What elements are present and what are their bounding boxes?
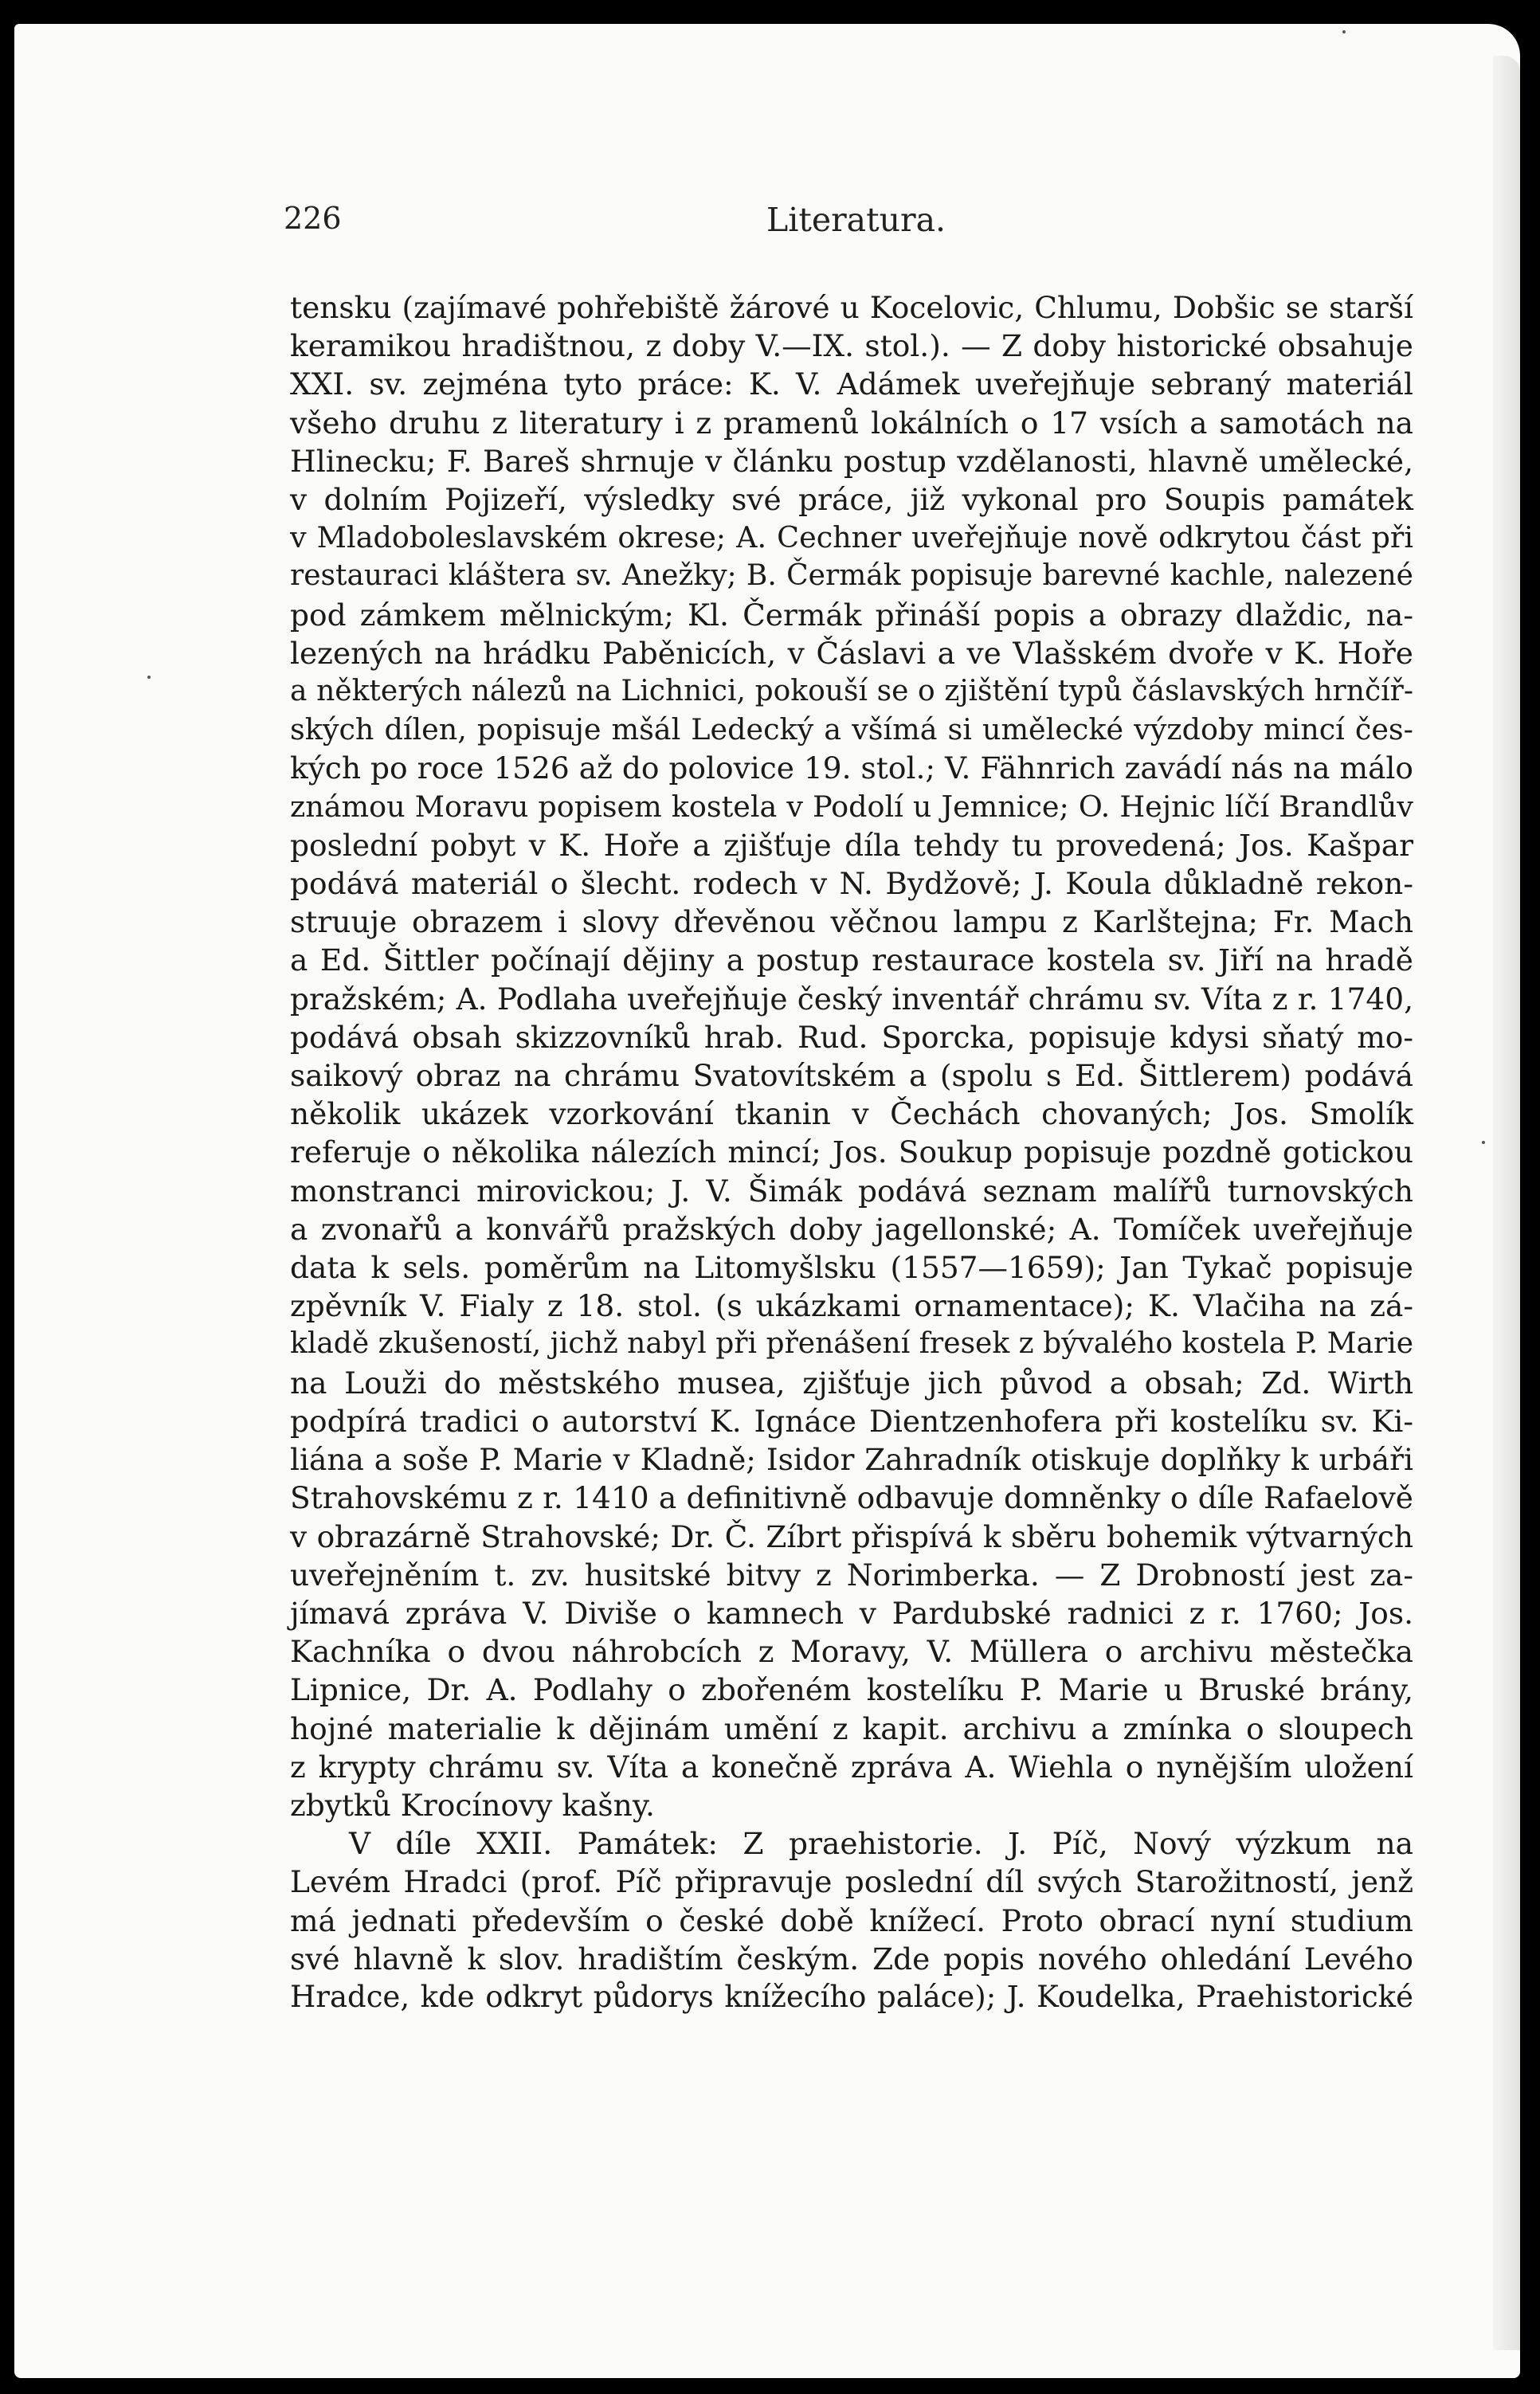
text-line: poslední pobyt v K. Hoře a zjišťuje díla tehdy tu provedená; Jos. Kašpar: [290, 827, 1413, 863]
text-line: v dolním Pojizeří, výsledky své práce, již vykonal pro Soupis památek: [290, 482, 1413, 518]
text-line: Kachníka o dvou náhrobcích z Moravy, V. Müllera o archivu městečka: [290, 1634, 1413, 1670]
body-text: [290, 288, 1413, 2016]
text-line: kladě zkušeností, jichž nabyl při přenášení fresek z bývalého kostela P. Marie: [290, 1327, 1413, 1361]
text-line: monstranci mirovickou; J. V. Šimák podává seznam malířů turnovských: [290, 1173, 1413, 1209]
page-header: [284, 201, 1431, 249]
text-line: pod zámkem mělnickým; Kl. Čermák přináší popis a obrazy dlaždic, na-: [290, 597, 1413, 633]
text-line: podpírá tradici o autorství K. Ignáce Dientzenhofera při kostelíku sv. Ki-: [290, 1403, 1413, 1439]
text-line: liána a soše P. Marie v Kladně; Isidor Zahradník otiskuje doplňky k urbáři: [290, 1442, 1413, 1478]
text-line: saikový obraz na chrámu Svatovítském a (spolu s Ed. Šittlerem) podává: [290, 1058, 1413, 1094]
text-line: zbytků Krocínovy kašny.: [290, 1787, 655, 1823]
text-line: uveřejněním t. zv. husitské bitvy z Norimberka. — Z Drobností jest za-: [290, 1557, 1413, 1593]
text-line: a některých nálezů na Lichnici, pokouší se o zjištění typů čáslavských hrnčíř-: [290, 675, 1413, 708]
text-line: a zvonařů a konvářů pražských doby jagellonské; A. Tomíček uveřejňuje: [290, 1211, 1413, 1247]
text-line: tensku (zajímavé pohřebiště žárové u Kocelovic, Chlumu, Dobšic se starší: [290, 290, 1413, 325]
text-line: pražském; A. Podlaha uveřejňuje český inventář chrámu sv. Víta z r. 1740,: [290, 981, 1413, 1017]
text-line: má jednati především o české době knížecí. Proto obrací nyní studium: [290, 1902, 1413, 1938]
text-line: ských dílen, popisuje mšál Ledecký a všímá si umělecké výzdoby mincí čes-: [290, 712, 1413, 747]
text-line: všeho druhu z literatury i z pramenů lokálních o 17 vsích a samotách na: [290, 405, 1413, 441]
text-line: restauraci kláštera sv. Anežky; B. Čermák popisuje barevné kachle, nalezené: [290, 559, 1413, 593]
text-line: struuje obrazem i slovy dřevěnou věčnou lampu z Karlštejna; Fr. Mach: [290, 904, 1413, 940]
text-line: Lipnice, Dr. A. Podlahy o zbořeném kostelíku P. Marie u Bruské brány,: [290, 1672, 1413, 1708]
text-line: jímavá zpráva V. Diviše o kamnech v Pardubské radnici z r. 1760; Jos.: [290, 1595, 1413, 1631]
page-edge: [1493, 56, 1520, 2350]
scan-speck: [147, 676, 151, 679]
text-line: Hradce, kde odkryt půdorys knížecího paláce); J. Koudelka, Praehistorické: [290, 1979, 1413, 2014]
text-line: hojné materialie k dějinám umění z kapit. archivu a zmínka o sloupech: [290, 1710, 1413, 1746]
text-line: lezených na hrádku Paběnicích, v Čáslavi a ve Vlašském dvoře v K. Hoře: [290, 635, 1413, 671]
text-line: kých po roce 1526 až do polovice 19. stol.; V. Fähnrich zavádí nás na málo: [290, 750, 1413, 786]
page-number: 226: [284, 201, 342, 236]
text-line: referuje o několika nálezích mincí; Jos. Soukup popisuje pozdně gotickou: [290, 1134, 1413, 1170]
scan-speck: [1342, 30, 1346, 33]
text-line: podává materiál o šlecht. rodech v N. Bydžově; J. Koula důkladně rekon-: [290, 866, 1413, 902]
text-line: na Louži do městského musea, zjišťuje jich původ a obsah; Zd. Wirth: [290, 1365, 1413, 1401]
text-line: své hlavně k slov. hradištím českým. Zde popis nového ohledání Levého: [290, 1941, 1413, 1977]
text-line: Levém Hradci (prof. Píč připravuje poslední díl svých Starožitností, jenž: [290, 1864, 1413, 1900]
text-line: několik ukázek vzorkování tkanin v Čechách chovaných; Jos. Smolík: [290, 1096, 1413, 1132]
text-line: z krypty chrámu sv. Víta a konečně zpráva A. Wiehla o nynějším uložení: [290, 1749, 1413, 1785]
text-line: V díle XXII. Památek: Z praehistorie. J. Píč, Nový výzkum na: [349, 1826, 1413, 1862]
scan-speck: [1482, 1141, 1485, 1144]
text-line: keramikou hradištnou, z doby V.—IX. stol.). — Z doby historické obsahuje: [290, 328, 1413, 364]
text-line: známou Moravu popisem kostela v Podolí u Jemnice; O. Hejnic líčí Brandlův: [290, 789, 1413, 824]
running-title: Literatura.: [766, 201, 946, 239]
text-line: podává obsah skizzovníků hrab. Rud. Sporcka, popisuje kdysi sňatý mo-: [290, 1019, 1413, 1055]
text-line: zpěvník V. Fialy z 18. stol. (s ukázkami ornamentace); K. Vlačiha na zá-: [290, 1288, 1413, 1324]
text-line: XXI. sv. zejména tyto práce: K. V. Adámek uveřejňuje sebraný materiál: [290, 366, 1413, 402]
text-line: a Ed. Šittler počínají dějiny a postup restaurace kostela sv. Jiří na hradě: [290, 942, 1413, 978]
text-line: Strahovskému z r. 1410 a definitivně odbavuje domněnky o díle Rafaelově: [290, 1480, 1413, 1516]
text-line: Hlinecku; F. Bareš shrnuje v článku postup vzdělanosti, hlavně umělecké,: [290, 443, 1413, 479]
text-line: data k sels. poměrům na Litomyšlsku (1557—1659); Jan Tykač popisuje: [290, 1250, 1413, 1286]
text-line: v obrazárně Strahovské; Dr. Č. Zíbrt přispívá k sběru bohemik výtvarných: [290, 1518, 1413, 1554]
text-line: v Mladoboleslavském okrese; A. Cechner uveřejňuje nově odkrytou část při: [290, 520, 1413, 555]
